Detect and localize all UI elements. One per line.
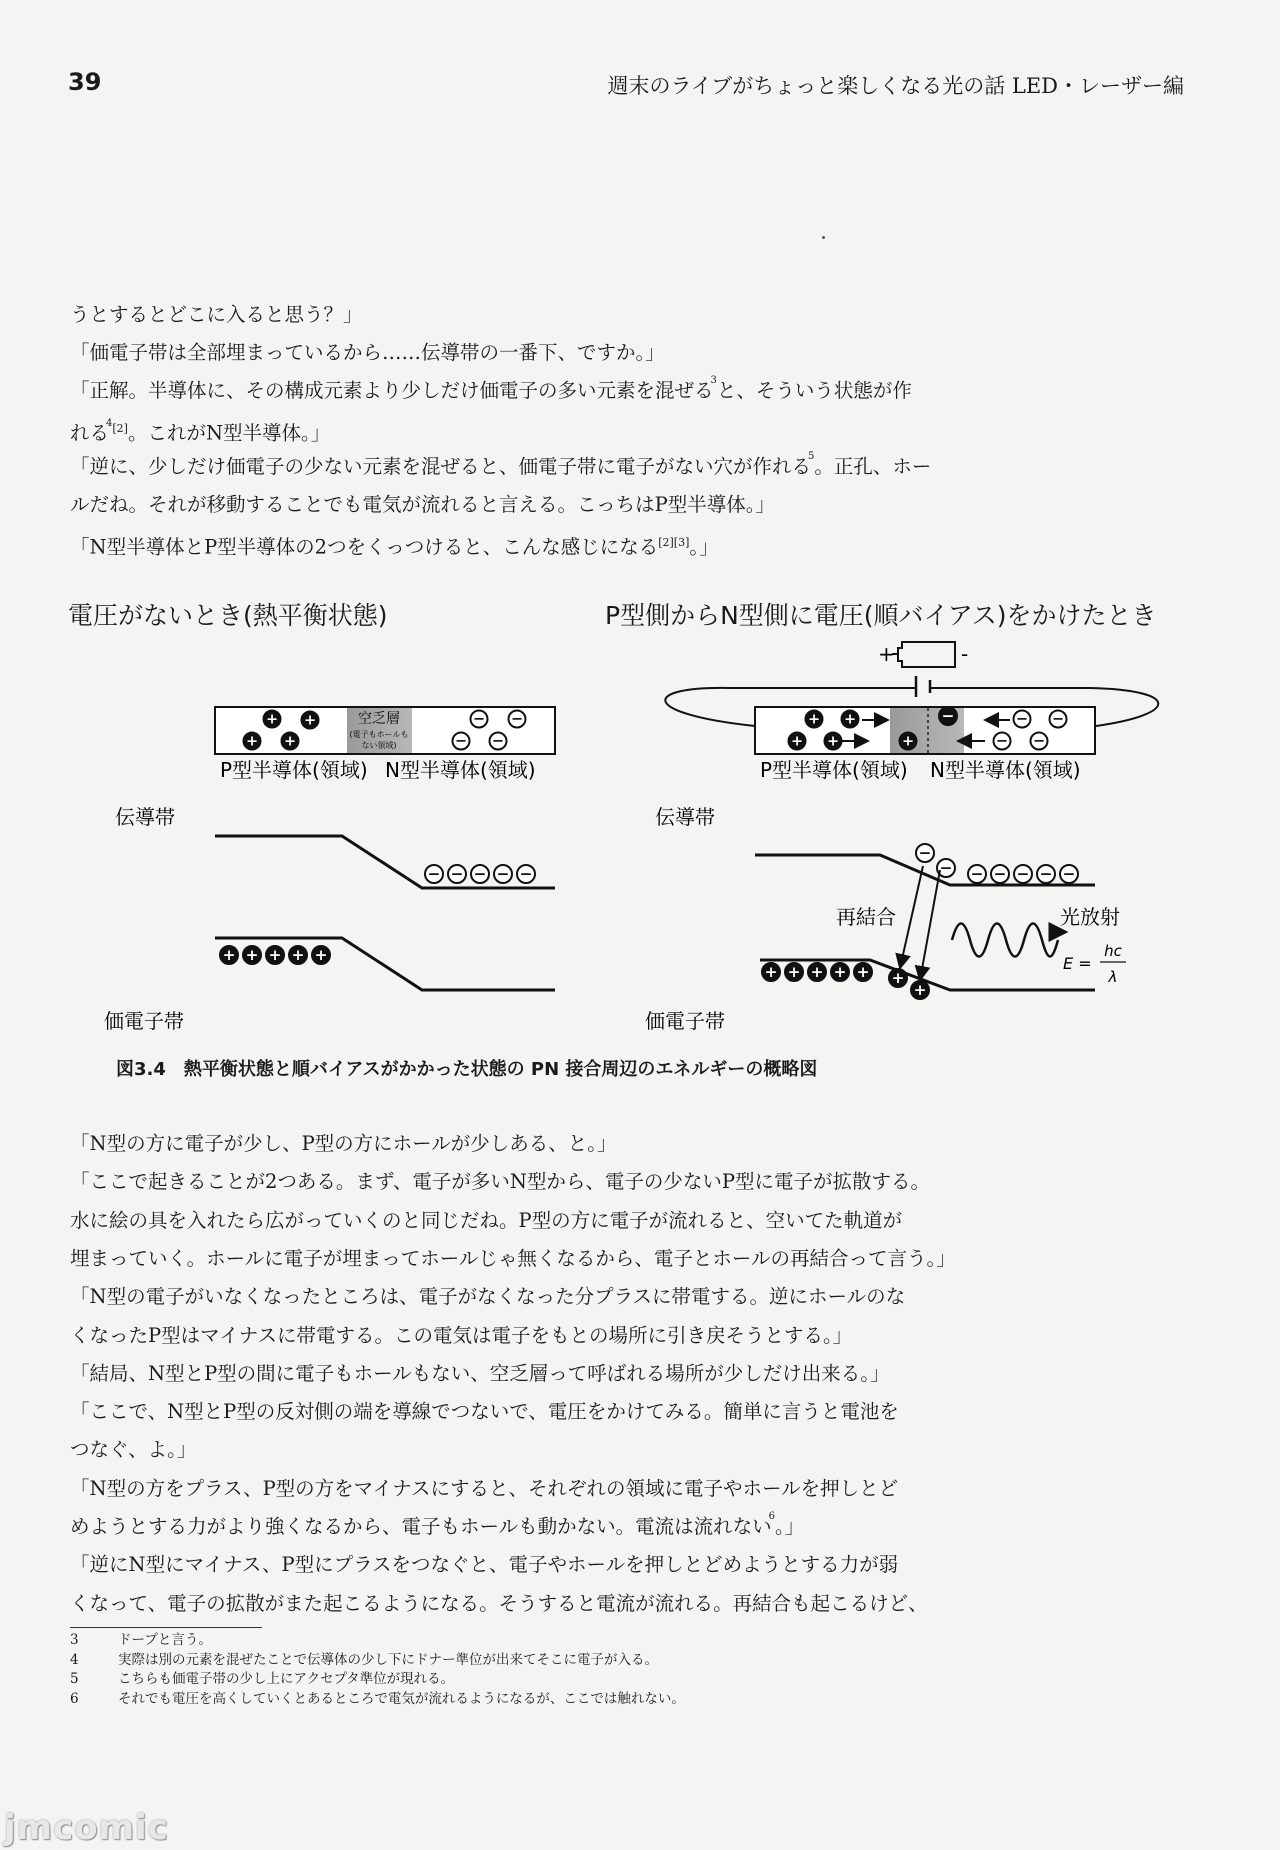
electron-minus-icon bbox=[939, 707, 957, 725]
svg-text:−: − bbox=[510, 711, 524, 728]
right-conduction-band-label: 伝導帯 bbox=[655, 805, 715, 829]
paragraph-top-line: れる$^{4[2]}$。これがN型半導体。」 bbox=[70, 417, 331, 445]
svg-text:−: − bbox=[1039, 864, 1053, 883]
paragraph-top-line: ルだね。それが移動することでも電気が流れると言える。こっちはP型半導体。」 bbox=[70, 493, 775, 516]
svg-text:+: + bbox=[807, 711, 821, 728]
watermark: jmcomic bbox=[4, 1808, 169, 1848]
hole-plus-icon bbox=[289, 946, 307, 964]
hole-plus-icon bbox=[900, 733, 917, 750]
right-band-electrons bbox=[916, 844, 1078, 883]
figure-right-title: P型側からN型側に電圧(順バイアス)をかけたとき bbox=[605, 601, 1157, 630]
hole-plus-icon bbox=[785, 963, 803, 981]
right-band-holes bbox=[762, 963, 929, 999]
paragraph-bottom-line: 水に絵の具を入れたら広がっていくのと同じだね。P型の方に電子が流れると、空いてた軌道が bbox=[70, 1208, 903, 1232]
svg-text:−: − bbox=[941, 706, 955, 725]
svg-text:−: − bbox=[918, 843, 932, 862]
electron-minus-icon bbox=[1031, 733, 1048, 750]
hole-plus-icon bbox=[244, 733, 261, 750]
svg-text:+: + bbox=[268, 945, 282, 964]
svg-text:+: + bbox=[265, 711, 279, 728]
hole-plus-icon bbox=[302, 712, 319, 729]
hole-plus-icon bbox=[854, 963, 872, 981]
svg-text:−: − bbox=[1016, 864, 1030, 883]
svg-text:+: + bbox=[283, 733, 297, 750]
svg-text:+: + bbox=[764, 962, 778, 981]
citation-reference: [2] bbox=[112, 422, 128, 435]
running-title: 週末のライブがちょっと楽しくなる光の話 LED・レーザー編 bbox=[607, 74, 1184, 98]
paragraph-bottom-line: くなって、電子の拡散がまた起こるようになる。そうすると電流が流れる。再結合も起こるけど、 bbox=[70, 1591, 928, 1615]
paragraph-bottom-line: 埋まっていく。ホールに電子が埋まってホールじゃ無くなるから、電子とホールの再結合って言う。」 bbox=[70, 1246, 956, 1270]
footnote-marker: 4 bbox=[106, 417, 113, 429]
svg-text:+: + bbox=[843, 711, 857, 728]
paragraph-top-line: 「逆に、少しだけ価電子の少ない元素を混ぜると、価電子帯に電子がない穴が作れる$^5$。正孔、ホー bbox=[70, 451, 932, 478]
hole-plus-icon bbox=[220, 946, 238, 964]
svg-text:−: − bbox=[496, 864, 510, 883]
svg-text:+: + bbox=[913, 980, 927, 999]
electron-minus-icon bbox=[1050, 711, 1067, 728]
svg-text:+: + bbox=[790, 733, 804, 750]
svg-text:+: + bbox=[810, 962, 824, 981]
footnote-rule bbox=[70, 1627, 262, 1628]
electron-minus-icon bbox=[1014, 711, 1031, 728]
battery-plus: + bbox=[878, 642, 895, 666]
electron-minus-icon bbox=[916, 844, 934, 862]
left-conduction-band-label: 伝導帯 bbox=[115, 805, 175, 829]
left-valence-band-label: 価電子帯 bbox=[104, 1009, 184, 1033]
depletion-note-1: (電子もホールも bbox=[349, 730, 409, 739]
electron-minus-icon bbox=[453, 733, 470, 750]
svg-text:+: + bbox=[826, 733, 840, 750]
hole-plus-icon bbox=[842, 711, 859, 728]
right-n-region-label: N型半導体(領域) bbox=[930, 758, 1081, 782]
footnote-marker: 6 bbox=[768, 1511, 775, 1522]
svg-text:−: − bbox=[995, 733, 1009, 750]
equation-lhs: E = bbox=[1063, 954, 1092, 973]
paragraph-bottom-line: 「ここで起きることが2つある。まず、電子が多いN型から、電子の少ないP型に電子が拡散する。 bbox=[70, 1170, 931, 1194]
paragraph-bottom-line: 「ここで、N型とP型の反対側の端を導線でつないで、電圧をかけてみる。簡単に言うと電池を bbox=[70, 1400, 899, 1424]
svg-text:+: + bbox=[901, 733, 915, 750]
hole-plus-icon bbox=[789, 733, 806, 750]
svg-text:+: + bbox=[891, 968, 905, 987]
left-p-region-label: P型半導体(領域) bbox=[220, 758, 368, 782]
paragraph-bottom-line: 「N型の電子がいなくなったところは、電子がなくなった分プラスに帯電する。逆にホールのな bbox=[70, 1285, 906, 1309]
paragraph-bottom-line: くなったP型はマイナスに帯電する。この電気は電子をもとの場所に引き戻そうとする。」 bbox=[70, 1323, 853, 1347]
page-number: 39 bbox=[68, 68, 102, 96]
hole-plus-icon bbox=[243, 946, 261, 964]
hole-plus-icon bbox=[889, 969, 907, 987]
svg-text:−: − bbox=[473, 864, 487, 883]
battery-icon bbox=[892, 642, 955, 667]
svg-text:−: − bbox=[1032, 733, 1046, 750]
figure-caption: 図3.4 熱平衡状態と順バイアスがかかった状態の PN 接合周辺のエネルギーの概略図 bbox=[116, 1059, 818, 1080]
electron-minus-icon bbox=[509, 711, 526, 728]
electron-minus-icon bbox=[968, 865, 986, 883]
svg-text:+: + bbox=[245, 733, 259, 750]
equation-denominator: λ bbox=[1108, 968, 1118, 986]
footnote-marker: 5 bbox=[808, 451, 815, 462]
svg-text:+: + bbox=[856, 962, 870, 981]
electron-minus-icon bbox=[991, 865, 1009, 883]
depletion-label: 空乏層 bbox=[358, 711, 400, 727]
electron-minus-icon bbox=[425, 865, 443, 883]
electron-minus-icon bbox=[448, 865, 466, 883]
svg-text:+: + bbox=[245, 945, 259, 964]
hole-plus-icon bbox=[808, 963, 826, 981]
light-emission-label: 光放射 bbox=[1060, 905, 1120, 929]
left-band-holes bbox=[220, 946, 330, 964]
svg-text:−: − bbox=[519, 864, 533, 883]
hole-plus-icon bbox=[762, 963, 780, 981]
left-n-region-label: N型半導体(領域) bbox=[385, 758, 536, 782]
svg-text:−: − bbox=[939, 858, 953, 877]
svg-text:+: + bbox=[787, 962, 801, 981]
hole-plus-icon bbox=[264, 711, 281, 728]
electron-minus-icon bbox=[1060, 865, 1078, 883]
svg-text:−: − bbox=[472, 711, 486, 728]
paragraph-top-line: 「正解。半導体に、その構成元素より少しだけ価電子の多い元素を混ぜる$^3$と、そういう状態が作 bbox=[70, 375, 912, 402]
svg-text:+: + bbox=[833, 962, 847, 981]
figure-left-title: 電圧がないとき(熱平衡状態) bbox=[68, 601, 388, 630]
svg-text:+: + bbox=[303, 712, 317, 729]
svg-text:−: − bbox=[427, 864, 441, 883]
hole-plus-icon bbox=[282, 733, 299, 750]
hole-plus-icon bbox=[911, 981, 929, 999]
electron-minus-icon bbox=[517, 865, 535, 883]
paragraph-bottom-line: 「N型の方に電子が少し、P型の方にホールが少しある、と。」 bbox=[70, 1132, 617, 1155]
svg-text:−: − bbox=[1051, 711, 1065, 728]
footnote-item: 5 こちらも価電子帯の少し上にアクセプタ準位が現れる。 bbox=[70, 1671, 455, 1687]
paragraph-top-line: 「N型半導体とP型半導体の2つをくっつけると、こんな感じになる[2][3]。」 bbox=[70, 535, 719, 559]
hole-plus-icon bbox=[806, 711, 823, 728]
paragraph-bottom-line: めようとする力がより強くなるから、電子もホールも動かない。電流は流れない$^6$。」 bbox=[70, 1511, 805, 1538]
paragraph-bottom-line: 「結局、N型とP型の間に電子もホールもない、空乏層って呼ばれる場所が少しだけ出来る。」 bbox=[70, 1361, 890, 1385]
svg-text:−: − bbox=[450, 864, 464, 883]
battery-minus: - bbox=[961, 642, 969, 666]
svg-text:−: − bbox=[993, 864, 1007, 883]
footnote-item: 4 実際は別の元素を混ぜたことで伝導体の少し下にドナー準位が出来てそこに電子が入る。 bbox=[70, 1651, 658, 1668]
svg-text:−: − bbox=[454, 733, 468, 750]
electron-minus-icon bbox=[994, 733, 1011, 750]
paragraph-bottom-line: つなぐ、よ。」 bbox=[70, 1438, 197, 1462]
hole-plus-icon bbox=[266, 946, 284, 964]
right-valence-band-label: 価電子帯 bbox=[645, 1009, 725, 1033]
svg-text:−: − bbox=[1062, 864, 1076, 883]
recombination-arrow-1 bbox=[900, 866, 923, 968]
light-wave-icon bbox=[952, 924, 1058, 957]
svg-text:−: − bbox=[1015, 711, 1029, 728]
electron-minus-icon bbox=[471, 865, 489, 883]
paragraph-bottom-line: 「N型の方をプラス、P型の方をマイナスにすると、それぞれの領域に電子やホールを押しとど bbox=[70, 1476, 899, 1500]
recombination-arrow-2 bbox=[920, 870, 940, 980]
electron-minus-icon bbox=[1037, 865, 1055, 883]
footnote-marker: 3 bbox=[710, 375, 717, 386]
svg-text:+: + bbox=[222, 945, 236, 964]
paragraph-top-line: うとするとどこに入ると思う？」 bbox=[70, 303, 363, 326]
recombination-label: 再結合 bbox=[836, 905, 896, 929]
svg-text:+: + bbox=[314, 945, 328, 964]
paragraph-bottom-line: 「逆にN型にマイナス、P型にプラスをつなぐと、電子やホールを押しとどめようとする力が弱 bbox=[70, 1553, 899, 1577]
hole-plus-icon bbox=[312, 946, 330, 964]
depletion-note-2: ない領域) bbox=[361, 741, 397, 750]
svg-text:−: − bbox=[491, 733, 505, 750]
electron-minus-icon bbox=[1014, 865, 1032, 883]
svg-text:−: − bbox=[970, 864, 984, 883]
electron-minus-icon bbox=[471, 711, 488, 728]
hole-plus-icon bbox=[831, 963, 849, 981]
equation-numerator: hc bbox=[1104, 942, 1122, 960]
right-p-region-label: P型半導体(領域) bbox=[760, 758, 908, 782]
footnote-item: 6 それでも電圧を高くしていくとあるところで電気が流れるようになるが、ここでは触れない。 bbox=[70, 1690, 685, 1707]
citation-reference: [2][3] bbox=[658, 536, 690, 549]
left-valence-band-line bbox=[215, 938, 555, 990]
svg-text:+: + bbox=[291, 945, 305, 964]
footnote-item: 3 ドープと言う。 bbox=[70, 1632, 212, 1648]
paragraph-top-line: 「価電子帯は全部埋まっているから……伝導帯の一番下、ですか。」 bbox=[70, 341, 665, 364]
electron-minus-icon bbox=[494, 865, 512, 883]
left-band-electrons bbox=[425, 865, 535, 883]
electron-minus-icon bbox=[490, 733, 507, 750]
